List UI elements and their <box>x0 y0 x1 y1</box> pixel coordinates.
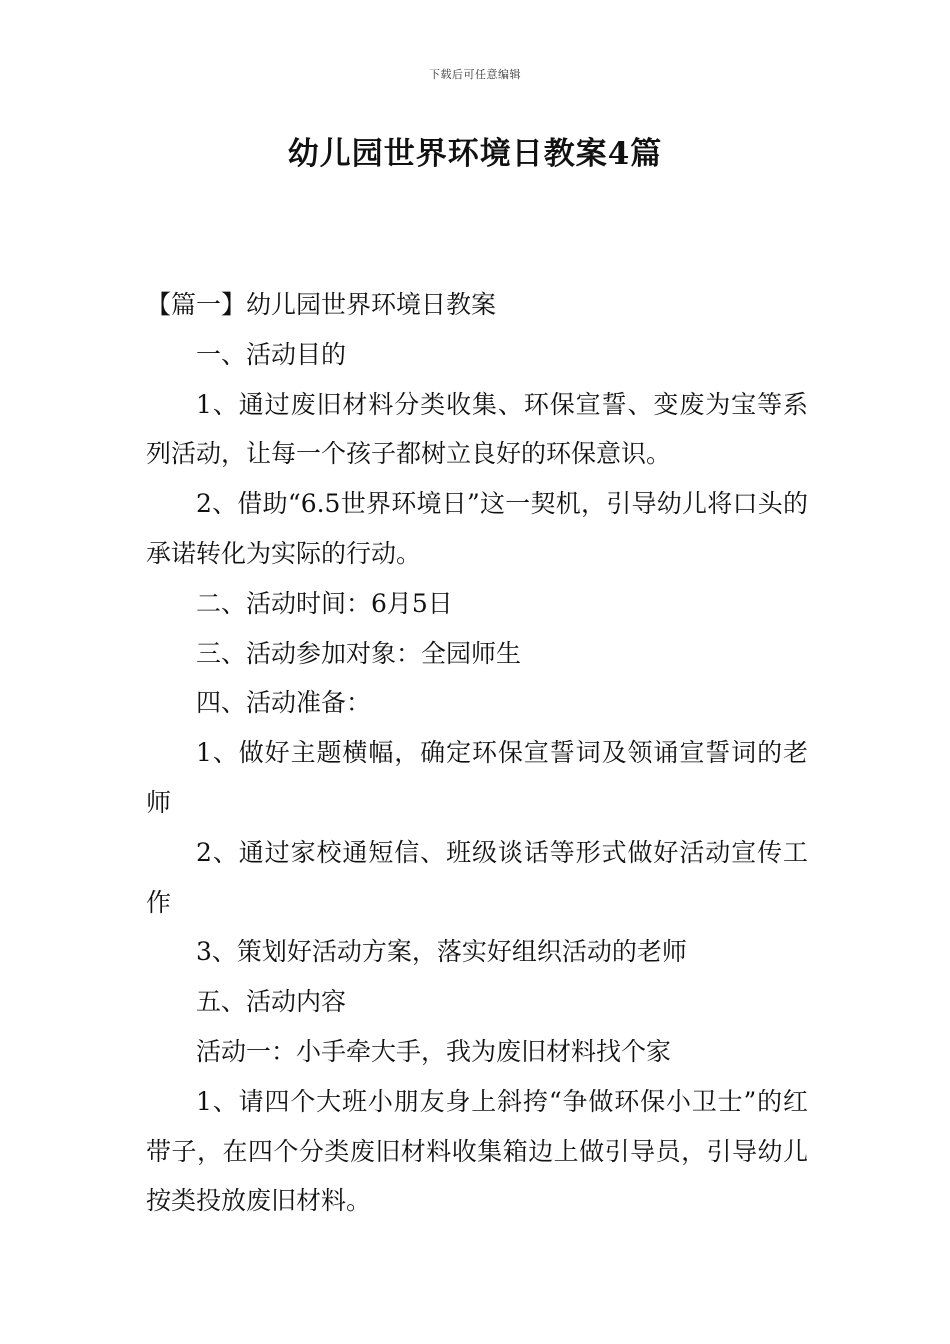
paragraph-activity-one-step-1: 1、请四个大班小朋友身上斜挎“争做环保小卫士”的红带子，在四个分类废旧材料收集箱边上做引导员，引导幼儿按类投放废旧材料。 <box>146 1086 808 1216</box>
section-heading: 【篇一】幼儿园世界环境日教案 <box>146 290 497 319</box>
header-note: 下载后可任意编辑 <box>429 68 521 81</box>
document-body <box>146 280 808 1226</box>
paragraph-preparation-1: 1、做好主题横幅，确定环保宣誓词及领诵宣誓词的老师 <box>146 738 808 817</box>
paragraph-purpose-1: 1、通过废旧材料分类收集、环保宣誓、变废为宝等系列活动，让每一个孩子都树立良好的环保意识。 <box>146 389 808 469</box>
paragraph-preparation-heading: 四、活动准备： <box>196 688 372 718</box>
paragraph-participants: 三、活动参加对象：全园师生 <box>196 638 522 668</box>
paragraph-content-heading: 五、活动内容 <box>196 987 347 1017</box>
paragraph-activity-purpose-heading: 一、活动目的 <box>196 339 347 369</box>
paragraph-activity-one-title: 活动一：小手牵大手，我为废旧材料找个家 <box>196 1036 672 1066</box>
document-title: 幼儿园世界环境日教案4篇 <box>287 136 663 172</box>
paragraph-activity-time: 二、活动时间：6月5日 <box>196 588 453 618</box>
paragraph-preparation-2: 2、通过家校通短信、班级谈话等形式做好活动宣传工作 <box>146 837 808 917</box>
paragraph-purpose-2: 2、借助“6.5世界环境日”这一契机，引导幼儿将口头的承诺转化为实际的行动。 <box>146 489 808 568</box>
paragraph-preparation-3: 3、策划好活动方案，落实好组织活动的老师 <box>196 937 687 967</box>
